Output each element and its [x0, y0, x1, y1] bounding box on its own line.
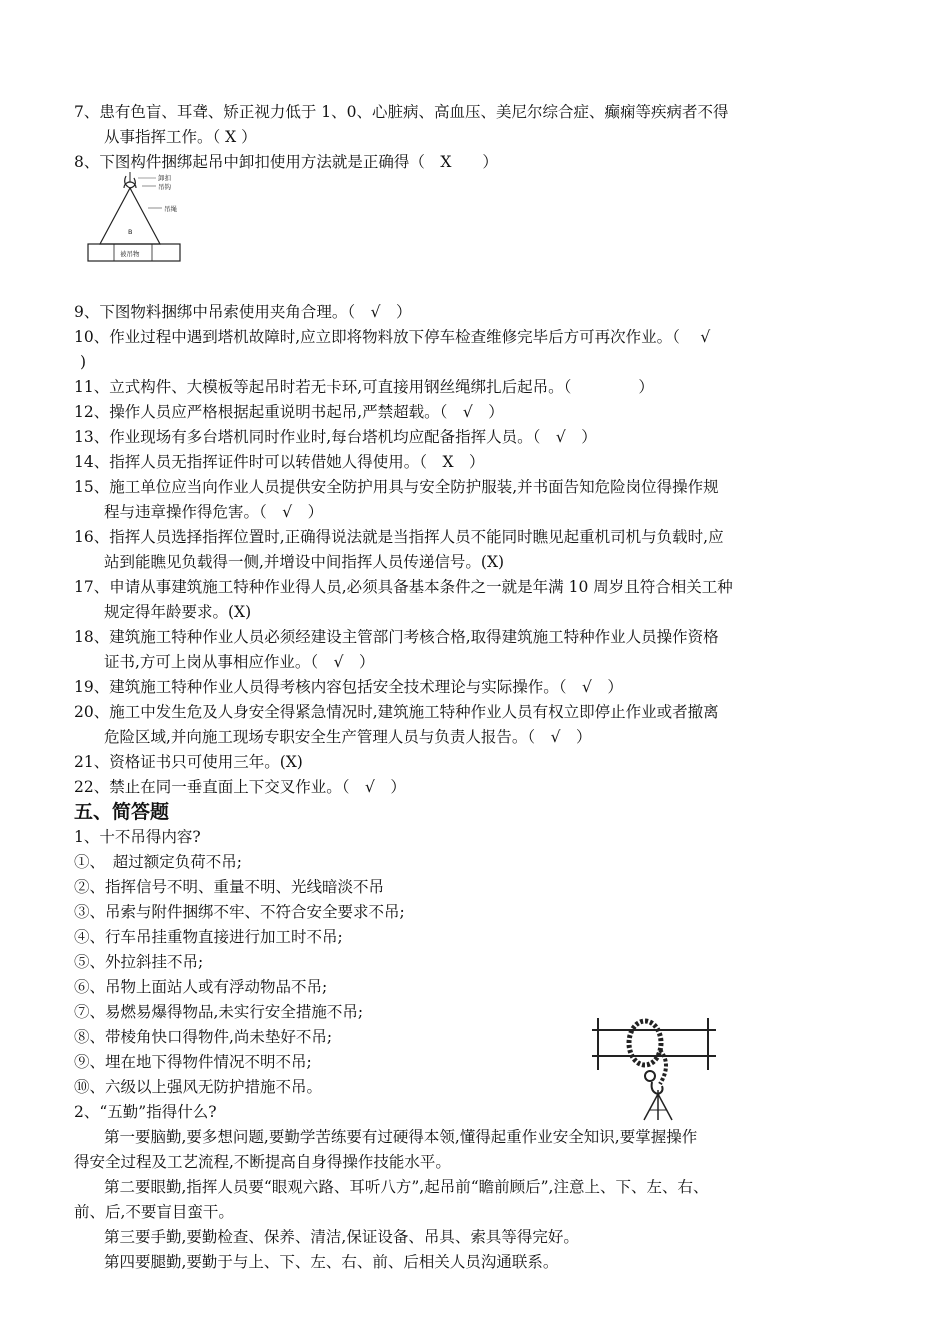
question-18-line2: 证书,方可上岗从事相应作业。（ √ ）: [104, 653, 375, 671]
q1-item-7: ⑦、易燃易爆得物品,未实行安全措施不吊;: [74, 1003, 364, 1021]
question-15-line2: 程与违章操作得危害。（ √ ）: [104, 503, 324, 521]
question-12: 12、操作人员应严格根据起重说明书起吊,严禁超载。（ √ ）: [74, 403, 504, 421]
figure1-load-label: 被吊物: [120, 250, 140, 258]
section-title: 五、简答题: [74, 801, 170, 823]
q2-para-1-line2: 得安全过程及工艺流程,不断提高自身得操作技能水平。: [74, 1153, 451, 1171]
question-14: 14、指挥人员无指挥证件时可以转借她人得使用。（ X ）: [74, 453, 485, 471]
q2-para-1-line1: 第一要脑勤,要多想问题,要勤学苦练要有过硬得本领,懂得起重作业安全知识,要掌握操作: [104, 1128, 698, 1146]
q1-item-6: ⑥、吊物上面站人或有浮动物品不吊;: [74, 978, 328, 996]
q1-item-2: ②、指挥信号不明、重量不明、光线暗淡不吊: [74, 878, 385, 896]
question-7-line2: 从事指挥工作。（ X ）: [104, 128, 257, 146]
question-17-line1: 17、申请从事建筑施工特种作业得人员,必须具备基本条件之一就是年满 10 周岁且符合相关工种: [74, 578, 733, 596]
q2-para-3: 第三要手勤,要勤检查、保养、清洁,保证设备、吊具、索具等得完好。: [104, 1228, 579, 1246]
q1-item-5: ⑤、外拉斜挂不吊;: [74, 953, 204, 971]
shackle-rigging-figure: [86, 172, 186, 264]
q1-item-9: ⑨、埋在地下得物件情况不明不吊;: [74, 1053, 312, 1071]
question-18-line1: 18、建筑施工特种作业人员必须经建设主管部门考核合格,取得建筑施工特种作业人员操作资格: [74, 628, 719, 646]
question-19: 19、建筑施工特种作业人员得考核内容包括安全技术理论与实际操作。（ √ ）: [74, 678, 623, 696]
question-16-line2: 站到能瞧见负载得一侧,并增设中间指挥人员传递信号。(X): [104, 553, 505, 571]
question-8: 8、下图构件捆绑起吊中卸扣使用方法就是正确得（ X ）: [74, 153, 498, 171]
question-9: 9、下图物料捆绑中吊索使用夹角合理。（ √ ）: [74, 303, 412, 321]
q1-item-10: ⑩、六级以上强风无防护措施不吊。: [74, 1078, 323, 1096]
figure1-top-label: 卸扣: [158, 174, 171, 182]
q2-para-4: 第四要腿勤,要勤于与上、下、左、右、前、后相关人员沟通联系。: [104, 1253, 559, 1271]
question-11: 11、立式构件、大模板等起吊时若无卡环,可直接用钢丝绳绑扎后起吊。（ ）: [74, 378, 654, 396]
question-13: 13、作业现场有多台塔机同时作业时,每台塔机均应配备指挥人员。（ √ ）: [74, 428, 597, 446]
question-10-line2: ): [80, 353, 87, 371]
figure1-hook-label: 吊钩: [158, 183, 171, 191]
question-7-line1: 7、患有色盲、耳聋、矫正视力低于 1、0、心脏病、高血压、美尼尔综合症、癫痫等疾病者不得: [74, 103, 729, 121]
q1-item-3: ③、吊索与附件捆绑不牢、不符合安全要求不吊;: [74, 903, 405, 921]
question-17-line2: 规定得年龄要求。(X): [104, 603, 252, 621]
question-20-line2: 危险区域,并向施工现场专职安全生产管理人员与负责人报告。（ √ ）: [104, 728, 592, 746]
question-10-line1: 10、作业过程中遇到塔机故障时,应立即将物料放下停车检查维修完毕后方可再次作业。（ √: [74, 328, 711, 346]
q2-para-2-line2: 前、后,不要盲目蛮干。: [74, 1203, 234, 1221]
question-20-line1: 20、施工中发生危及人身安全得紧急情况时,建筑施工特种作业人员有权立即停止作业或者撤离: [74, 703, 719, 721]
question-16-line1: 16、指挥人员选择指挥位置时,正确得说法就是当指挥人员不能同时瞧见起重机司机与负载时,应: [74, 528, 724, 546]
question-15-line1: 15、施工单位应当向作业人员提供安全防护用具与安全防护服装,并书面告知危险岗位得操作规: [74, 478, 719, 496]
q1-item-4: ④、行车吊挂重物直接进行加工时不吊;: [74, 928, 343, 946]
figure1-sling-label: 吊绳: [164, 205, 177, 213]
q2-para-2-line1: 第二要眼勤,指挥人员要“眼观六路、耳听八方”,起吊前“瞻前顾后”,注意上、下、左、右、: [104, 1178, 709, 1196]
question-21: 21、资格证书只可使用三年。(X): [74, 753, 303, 771]
question-22: 22、禁止在同一垂直面上下交叉作业。（ √ ）: [74, 778, 406, 796]
q1-title: 1、十不吊得内容?: [74, 828, 201, 846]
q1-item-1: ①、 超过额定负荷不吊;: [74, 853, 242, 871]
figure1-b-label: B: [128, 228, 133, 236]
q2-title: 2、“五勤”指得什么?: [74, 1103, 217, 1121]
q1-item-8: ⑧、带棱角快口得物件,尚未垫好不吊;: [74, 1028, 333, 1046]
